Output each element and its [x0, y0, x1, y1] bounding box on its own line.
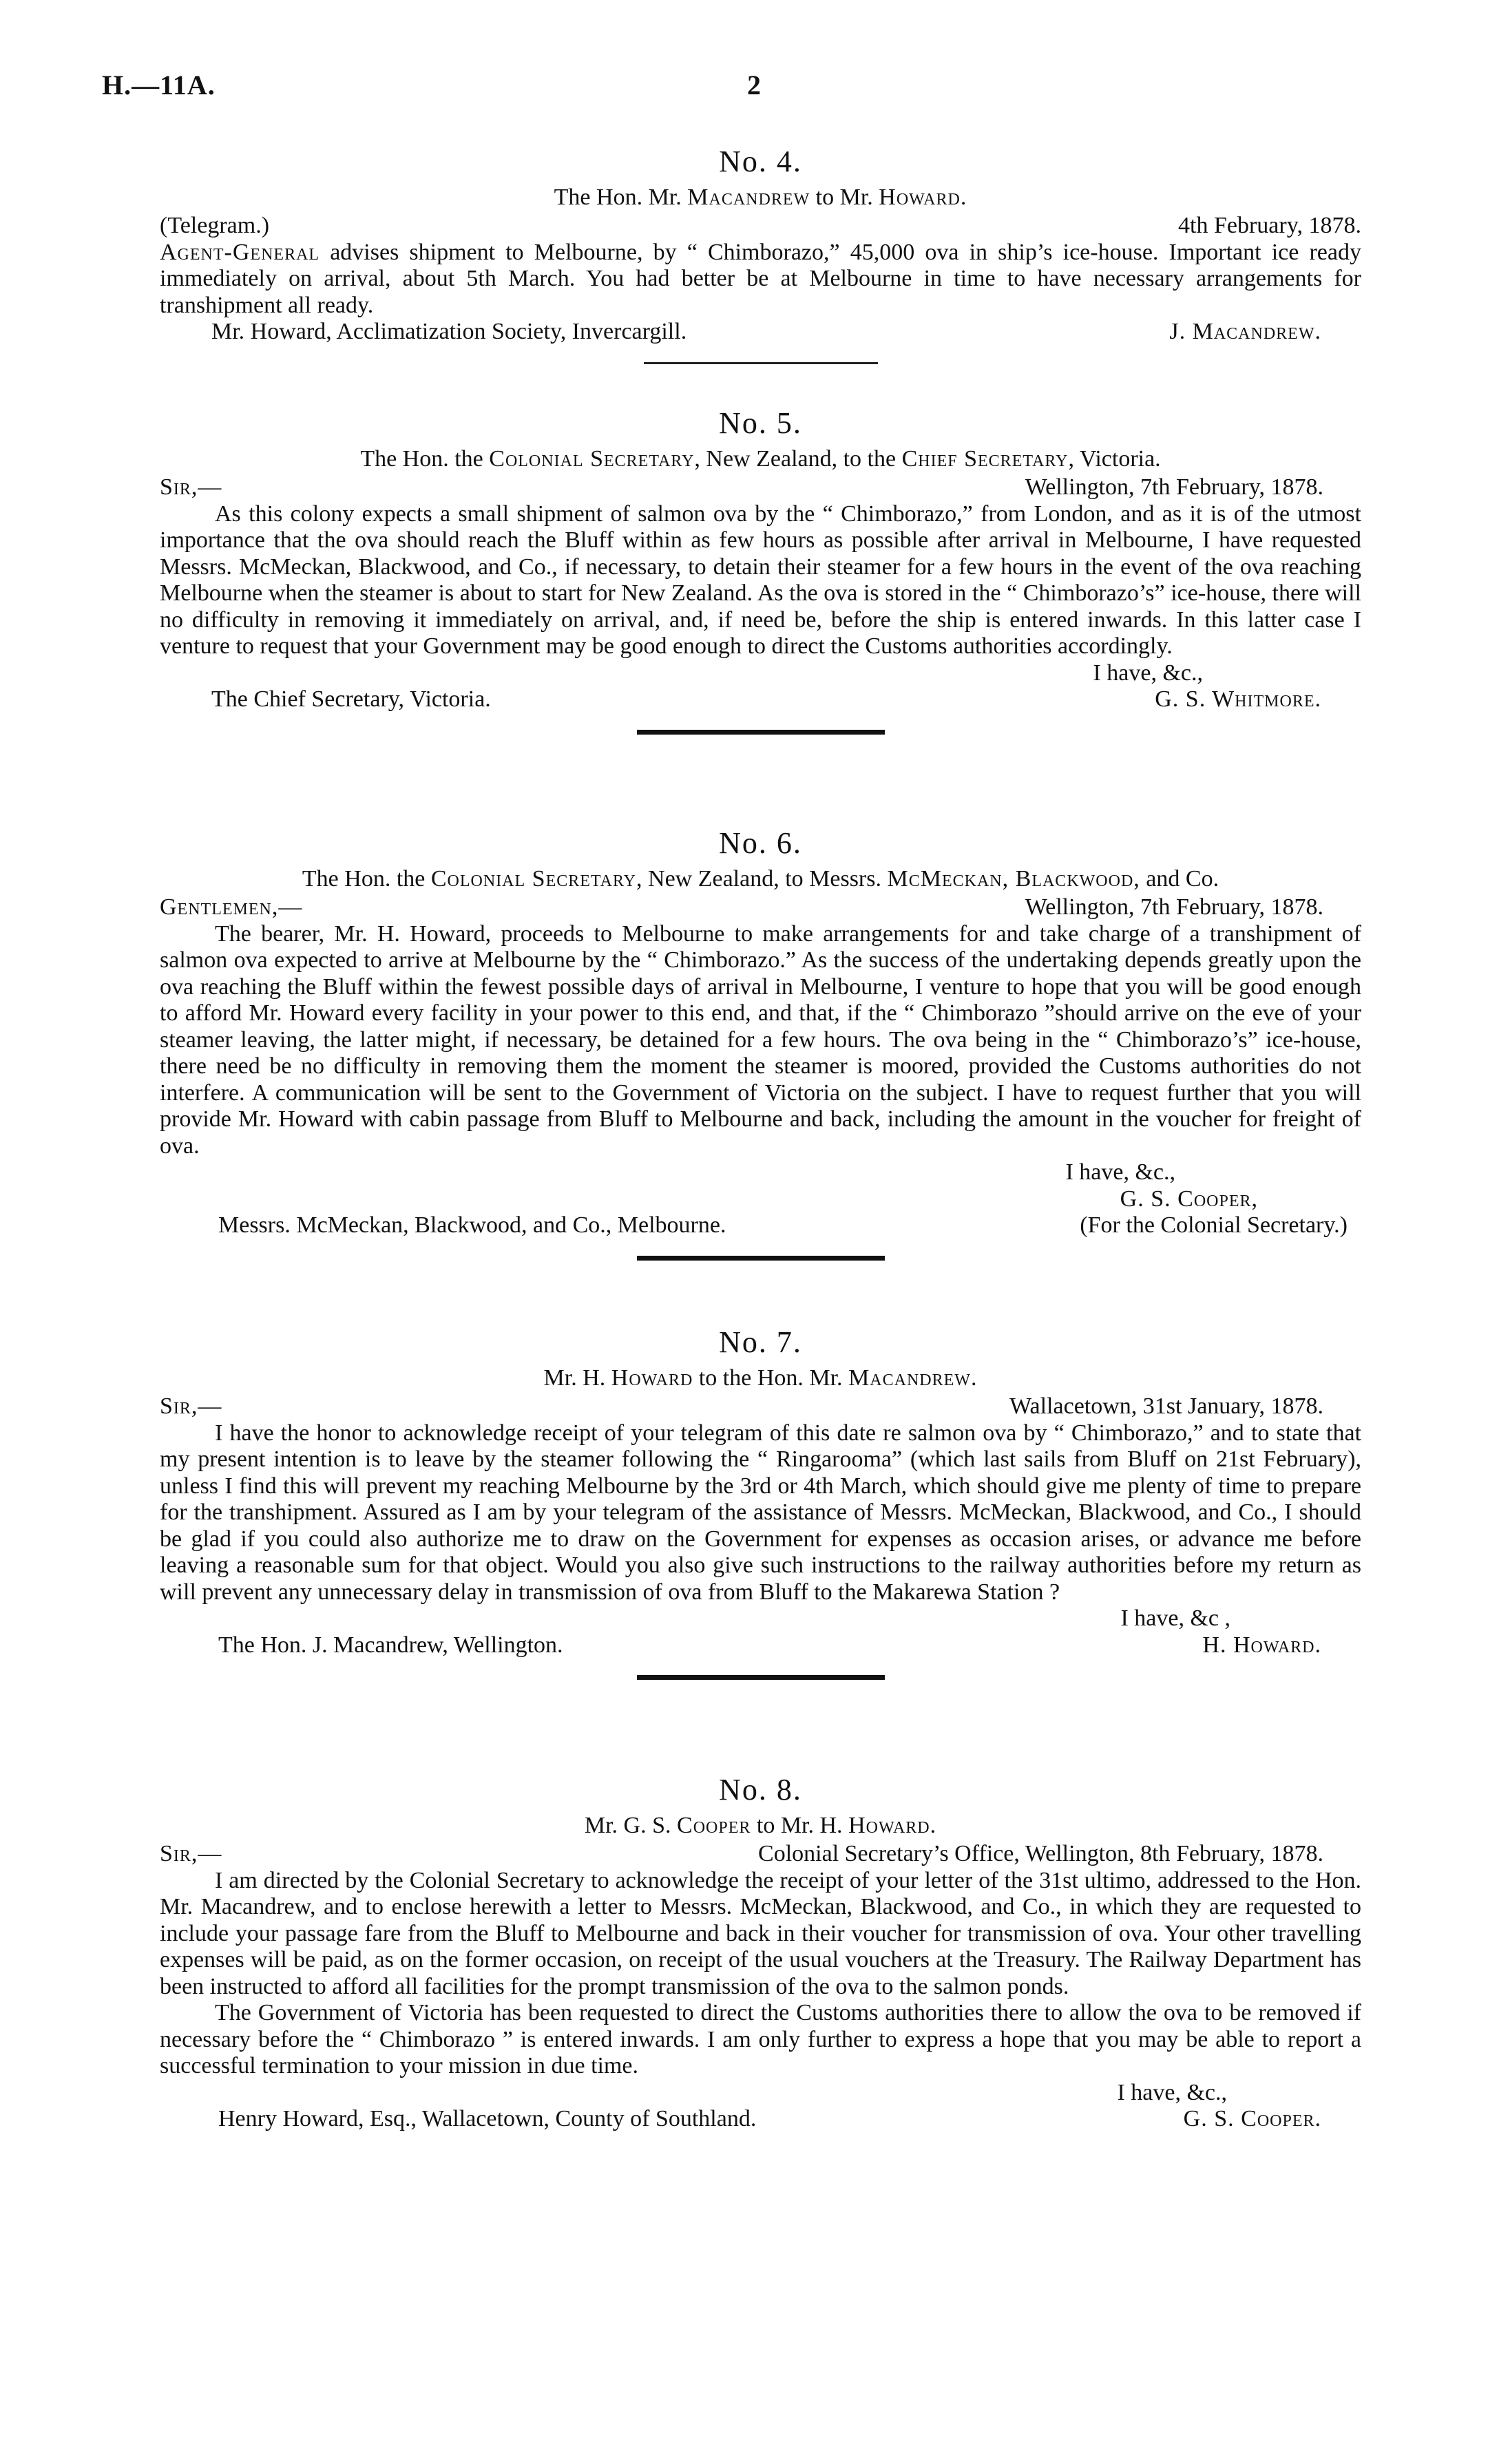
- salutation-row-5: [160, 474, 1361, 501]
- section-divider: [637, 1675, 885, 1680]
- signature-no-7: H. Howard.: [1202, 1632, 1321, 1658]
- addressee-row-6: [160, 1212, 1361, 1239]
- page-number: 2: [747, 70, 761, 101]
- section-divider: [637, 730, 885, 735]
- addressee-no-6: Messrs. McMeckan, Blackwood, and Co., Melbourne.: [218, 1212, 726, 1238]
- doc-number-4: No. 4.: [719, 145, 802, 178]
- addressee-no-8: Henry Howard, Esq., Wallacetown, County of Southland.: [218, 2106, 757, 2131]
- addressee-row-7: [160, 1632, 1361, 1659]
- addressee-no-4: Mr. Howard, Acclimatization Society, Invercargill.: [211, 319, 687, 344]
- section-no-5: [160, 403, 1361, 751]
- salutation-no-6: Gentlemen,—: [160, 894, 303, 920]
- section-no-6: [160, 823, 1361, 1277]
- signature-no-4: J. Macandrew.: [1169, 319, 1321, 344]
- section-no-7: [160, 1322, 1361, 1696]
- salutation-no-5: Sir,—: [160, 474, 222, 500]
- section-no-4: [160, 141, 1361, 381]
- salutation-no-8: Sir,—: [160, 1841, 222, 1866]
- closing-no-6: I have, &c.,: [1065, 1159, 1175, 1185]
- closing-no-5: I have, &c.,: [1093, 660, 1203, 686]
- date-no-6: Wellington, 7th February, 1878.: [1025, 894, 1323, 920]
- signature-no-8: G. S. Cooper.: [1183, 2106, 1321, 2131]
- telegram-label-row: [160, 213, 1361, 240]
- telegram-label: (Telegram.): [160, 213, 270, 238]
- doc-number-7: No. 7.: [719, 1325, 802, 1359]
- closing-no-8: I have, &c.,: [1117, 2079, 1227, 2105]
- doc-caption-4: The Hon. Mr. Macandrew to Mr. Howard.: [554, 185, 967, 210]
- section-no-8: [160, 1769, 1361, 2133]
- salutation-row-8: [160, 1841, 1361, 1868]
- addressee-row-8: [160, 2106, 1361, 2133]
- salutation-row-6: [160, 894, 1361, 921]
- date-no-4: 4th February, 1878.: [1178, 213, 1361, 238]
- salutation-row-7: [160, 1393, 1361, 1420]
- doc-caption-7: Mr. H. Howard to the Hon. Mr. Macandrew.: [543, 1365, 978, 1391]
- telegram-text: Agent-General advises shipment to Melbourne, by “ Chimborazo,” 45,000 ova in ship’s ice-house. Important ice ready immediately on arrival, about 5th March. You had better be at Melbourne in time to have necessary arrangements for transhipment all ready.: [160, 239, 1361, 318]
- addressee-no-5: The Chief Secretary, Victoria.: [211, 686, 491, 712]
- signature-note-6: (For the Colonial Secretary.): [1080, 1212, 1348, 1238]
- doc-number-5: No. 5.: [719, 406, 802, 440]
- addressee-no-7: The Hon. J. Macandrew, Wellington.: [218, 1632, 563, 1658]
- addressee-row-4: [160, 319, 1361, 346]
- salutation-no-7: Sir,—: [160, 1393, 222, 1419]
- letter-text-8a: I am directed by the Colonial Secretary to acknowledge the receipt of your letter of the 31st ultimo, addressed to the Hon. Mr. Macandrew, and to enclose herewith a letter to Messrs. McMeckan, Blackwood, and Co., in which they are requested to include your passage fare from the Bluff to Melbourne and back in their voucher for transmission of ova. Your other travelling expenses will be paid, as on the former occasion, on receipt of the usual vouchers at the Treasury. The Railway Department has been instructed to afford all facilities for the prompt transmission of the ova to the salmon ponds.: [160, 1867, 1361, 1999]
- doc-caption-8: Mr. G. S. Cooper to Mr. H. Howard.: [584, 1813, 937, 1838]
- paper-reference: H.—11A.: [102, 70, 216, 101]
- letter-text-6: The bearer, Mr. H. Howard, proceeds to Melbourne to make arrangements for and take charge of a transhipment of salmon ova expected to arrive at Melbourne by the “ Chimborazo.” As the success of the undertaking depends greatly upon the ova reaching the Bluff within the fewest possible days of arrival in Melbourne, I venture to hope that you will be good enough to afford Mr. Howard every facility in your power to this end, and that, if the “ Chimborazo ”should arrive on the eve of your steamer leaving, the latter might, if necessary, be detained for a few hours. The ova being in the “ Chimborazo’s” ice-house, there need be no difficulty in removing them the moment the steamer is moored, provided the Customs authorities do not interfere. A communication will be sent to the Government of Victoria on the subject. I have to request further that you will provide Mr. Howard with cabin passage from Bluff to Melbourne and back, including the amount in the voucher for freight of ova.: [160, 920, 1361, 1159]
- doc-caption-6: The Hon. the Colonial Secretary, New Zealand, to Messrs. McMeckan, Blackwood, and Co.: [302, 866, 1219, 892]
- letter-text-7: I have the honor to acknowledge receipt of your telegram of this date re salmon ova by “ Chimborazo,” and to state that my present intention is to leave by the steamer following the “ Ringarooma” (which last sails from Bluff on 21st February), unless I find this will prevent my reaching Melbourne by the 3rd or 4th March, which should give me plenty of time to prepare for the transhipment. Assured as I am by your telegram of the assistance of Messrs. McMeckan, Blackwood, and Co., I should be glad if you could also authorize me to draw on the Government for expenses as occasion arises, or advance me before leaving a reasonable sum for that object. Would you also give such instructions to the railway authorities before my return as will prevent any unnecessary delay in transmission of ova from Bluff to the Makarewa Station ?: [160, 1420, 1361, 1605]
- doc-number-6: No. 6.: [719, 826, 802, 860]
- doc-caption-5: The Hon. the Colonial Secretary, New Zealand, to the Chief Secretary, Victoria.: [360, 446, 1161, 472]
- section-divider: [644, 362, 878, 364]
- signature-no-5: G. S. Whitmore.: [1155, 686, 1321, 712]
- closing-no-7: I have, &c ,: [1120, 1605, 1230, 1631]
- letter-text-5: As this colony expects a small shipment of salmon ova by the “ Chimborazo,” from London, and as it is of the utmost importance that the ova should reach the Bluff within as few hours as possible after arrival in Melbourne, I have requested Messrs. McMeckan, Blackwood, and Co., if necessary, to detain their steamer for a few hours in the event of the ova reaching Melbourne when the steamer is about to start for New Zealand. As the ova is stored in the “ Chimborazo’s” ice-house, there will no difficulty in removing it immediately on arrival, and, if need be, before the ship is entered inwards. In this latter case I venture to request that your Government may be good enough to direct the Customs authorities accordingly.: [160, 501, 1361, 659]
- date-no-8: Colonial Secretary’s Office, Wellington, 8th February, 1878.: [758, 1841, 1323, 1866]
- section-divider: [637, 1256, 885, 1261]
- date-no-7: Wallacetown, 31st January, 1878.: [1009, 1393, 1323, 1419]
- addressee-row-5: [160, 686, 1361, 713]
- signature-no-6: G. S. Cooper,: [1120, 1186, 1258, 1212]
- doc-number-8: No. 8.: [719, 1773, 802, 1807]
- letter-text-8b: The Government of Victoria has been requested to direct the Customs authorities there to allow the ova to be removed if necessary before the “ Chimborazo ” is entered inwards. I am only further to express a hope that you may be able to report a successful termination to your mission in due time.: [160, 2000, 1361, 2078]
- date-no-5: Wellington, 7th February, 1878.: [1025, 474, 1323, 500]
